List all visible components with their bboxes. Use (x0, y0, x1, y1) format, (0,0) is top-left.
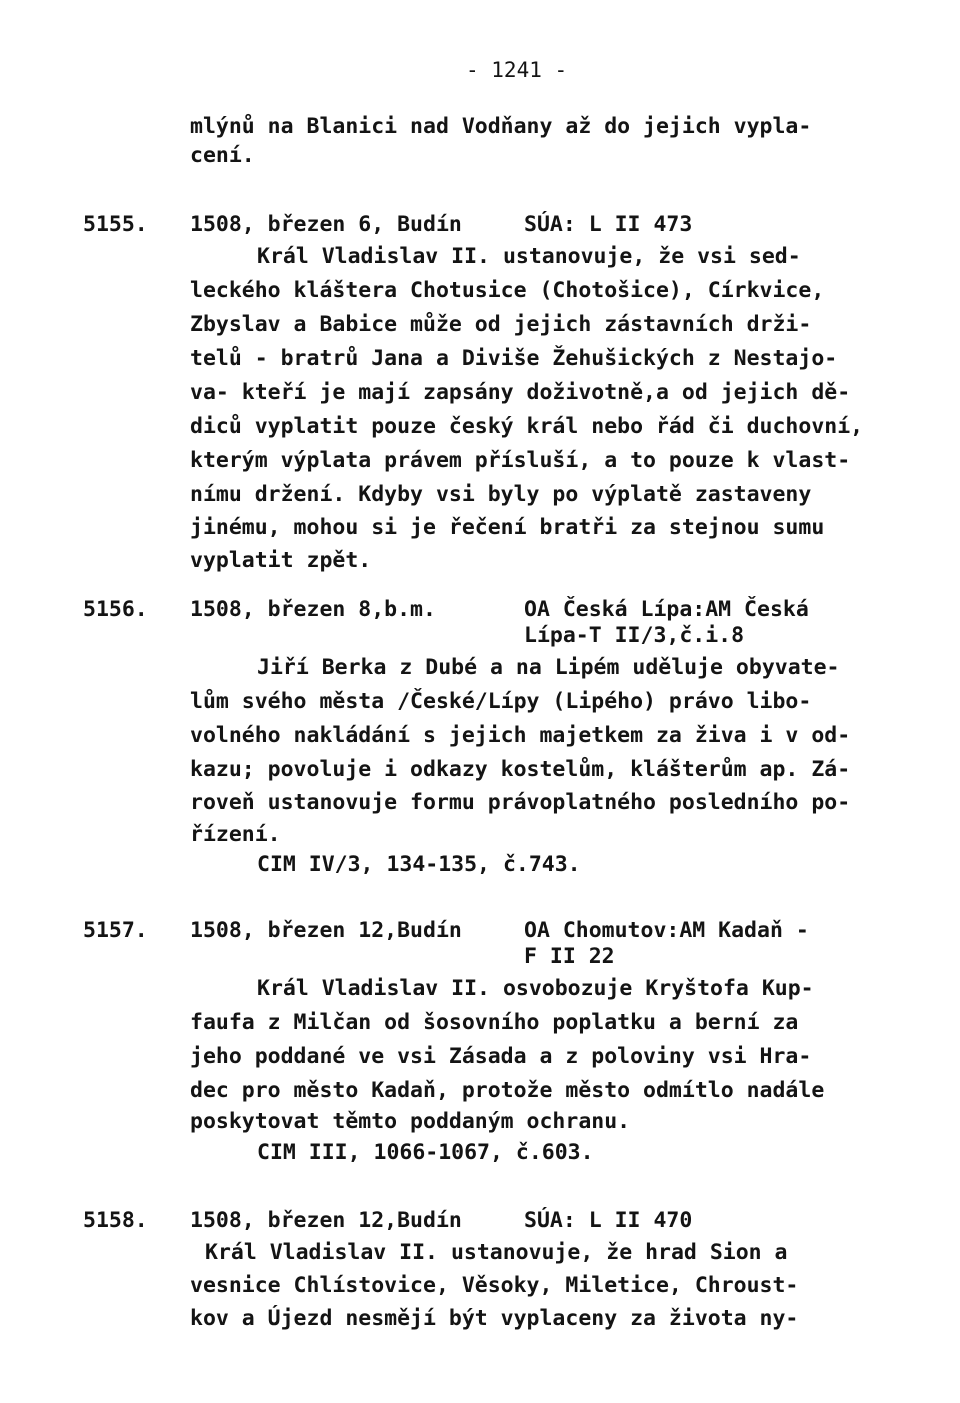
text-line: lům svého města /České/Lípy (Lipého) právo libo- (190, 689, 812, 714)
entry-number: 5155. (83, 212, 148, 237)
text-line: jeho poddané ve vsi Zásada a z poloviny vsi Hra- (190, 1044, 812, 1069)
text-line: kterým výplata právem přísluší, a to pouze k vlast- (190, 448, 851, 473)
entry-archive: Lípa-T II/3,č.i.8 (524, 623, 745, 648)
entry-date-place: 1508, březen 8,b.m. (190, 597, 436, 622)
text-line: Jiří Berka z Dubé a na Lipém uděluje obyvate- (257, 655, 840, 680)
entry-citation: CIM III, 1066-1067, č.603. (257, 1140, 594, 1165)
entry-number: 5156. (83, 597, 148, 622)
entry-archive: OA Česká Lípa:AM Česká (524, 597, 809, 622)
text-line: roveň ustanovuje formu právoplatného posledního po- (190, 790, 851, 815)
text-line: mlýnů na Blanici nad Vodňany až do jejich vypla- (190, 114, 812, 139)
text-line: cení. (190, 143, 255, 168)
entry-date-place: 1508, březen 12,Budín (190, 1208, 462, 1233)
text-line: Král Vladislav II. ustanovuje, že vsi sed- (257, 244, 801, 269)
text-line: diců vyplatit pouze český král nebo řád či duchovní, (190, 414, 864, 439)
entry-archive: SÚA: L II 470 (524, 1208, 693, 1233)
entry-archive: SÚA: L II 473 (524, 212, 693, 237)
text-line: nímu držení. Kdyby vsi byly po výplatě zastaveny (190, 482, 812, 507)
entry-date-place: 1508, březen 12,Budín (190, 918, 462, 943)
text-line: jinému, mohou si je řečení bratři za stejnou sumu (190, 515, 825, 540)
entry-number: 5158. (83, 1208, 148, 1233)
text-line: Král Vladislav II. osvobozuje Kryštofa Kup- (257, 976, 814, 1001)
text-line: Zbyslav a Babice může od jejich zástavních drži- (190, 312, 812, 337)
text-line: vyplatit zpět. (190, 548, 372, 573)
text-line: řízení. (190, 822, 281, 847)
text-line: leckého kláštera Chotusice (Chotošice), Církvice, (190, 278, 825, 303)
page-number: - 1241 - (466, 58, 568, 82)
text-line: vesnice Chlístovice, Věsoky, Miletice, Chroust- (190, 1273, 799, 1298)
text-line: dec pro město Kadaň, protože město odmítlo nadále (190, 1078, 825, 1103)
entry-number: 5157. (83, 918, 148, 943)
entry-date-place: 1508, březen 6, Budín (190, 212, 462, 237)
entry-archive: OA Chomutov:AM Kadaň - (524, 918, 809, 943)
text-line: volného nakládání s jejich majetkem za živa i v od- (190, 723, 851, 748)
text-line: kov a Újezd nesmějí být vyplaceny za života ny- (190, 1306, 799, 1331)
text-line: Král Vladislav II. ustanovuje, že hrad Sion a (205, 1240, 788, 1265)
text-line: poskytovat těmto poddaným ochranu. (190, 1109, 631, 1134)
text-line: va- kteří je mají zapsány doživotně,a od jejich dě- (190, 380, 851, 405)
entry-archive: F II 22 (524, 944, 615, 969)
entry-citation: CIM IV/3, 134-135, č.743. (257, 852, 581, 877)
text-line: kazu; povoluje i odkazy kostelům, klášterům ap. Zá- (190, 757, 851, 782)
text-line: telů - bratrů Jana a Diviše Žehušických z Nestajo- (190, 346, 838, 371)
text-line: faufa z Milčan od šosovního poplatku a berní za (190, 1010, 799, 1035)
